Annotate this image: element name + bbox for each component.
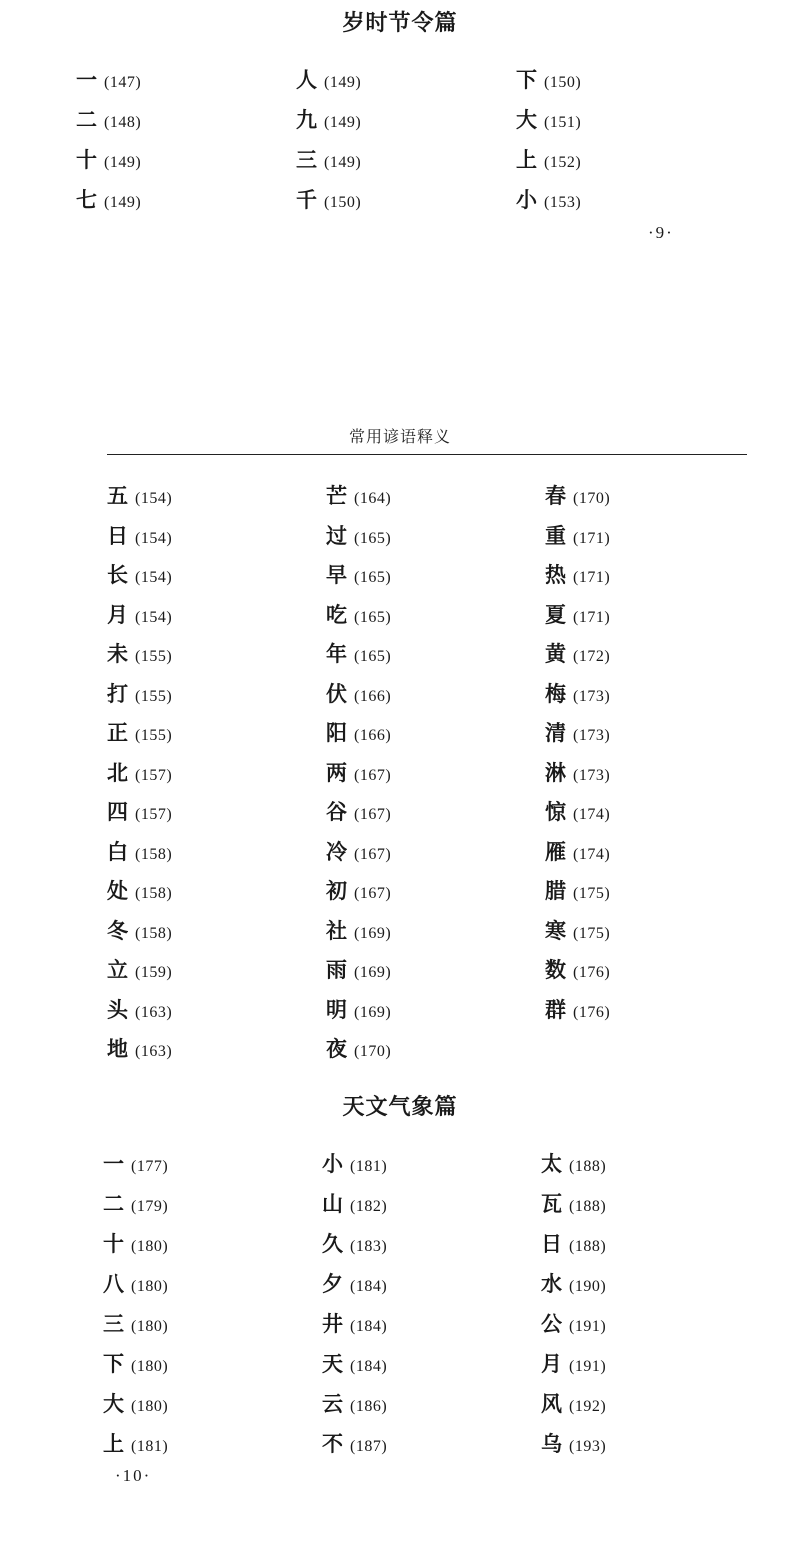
index-entry xyxy=(326,836,545,876)
entry-character: 梅 xyxy=(545,680,566,706)
entry-page-number: (157) xyxy=(135,766,173,784)
entry-page-number: (184) xyxy=(350,1358,388,1375)
index-entry xyxy=(545,915,764,955)
entry-page-number: (187) xyxy=(350,1438,388,1455)
index-entry xyxy=(107,796,326,836)
index-entry xyxy=(103,1348,322,1388)
entry-character: 大 xyxy=(516,107,537,132)
entry-page-number: (149) xyxy=(324,154,362,171)
index-entry xyxy=(107,836,326,876)
page-10 xyxy=(0,420,800,1546)
index-entry xyxy=(326,559,545,599)
entry-character: 夏 xyxy=(545,601,566,627)
index-entry xyxy=(322,1308,541,1348)
entry-page-number: (171) xyxy=(573,569,611,586)
entry-character: 打 xyxy=(107,680,128,706)
entry-character: 一 xyxy=(103,1151,124,1176)
entry-page-number: (170) xyxy=(354,1043,392,1060)
entry-page-number: (169) xyxy=(354,924,392,942)
entry-character: 月 xyxy=(107,601,128,627)
entry-page-number: (173) xyxy=(573,766,611,784)
index-entry xyxy=(541,1348,760,1388)
index-entry xyxy=(545,678,764,718)
index-entry xyxy=(545,599,764,639)
entry-page-number: (186) xyxy=(350,1398,388,1415)
entry-page-number: (166) xyxy=(354,727,392,744)
entry-page-number: (184) xyxy=(350,1318,388,1335)
entry-character: 吃 xyxy=(326,601,347,627)
entry-page-number: (176) xyxy=(573,964,611,981)
index-entry xyxy=(322,1148,541,1188)
entry-character: 长 xyxy=(107,562,128,587)
entry-character: 十 xyxy=(103,1231,124,1256)
index-entry xyxy=(326,717,545,757)
entry-character: 早 xyxy=(326,562,347,587)
section-title-festivals: 岁时节令篇 xyxy=(342,10,458,36)
entry-page-number: (154) xyxy=(135,529,173,547)
entry-character: 过 xyxy=(326,522,347,548)
entry-page-number: (159) xyxy=(135,964,173,981)
entry-page-number: (173) xyxy=(573,727,611,744)
index-entry xyxy=(545,954,764,994)
entry-character: 十 xyxy=(76,147,97,172)
entry-page-number: (188) xyxy=(569,1238,607,1255)
entry-character: 乌 xyxy=(541,1431,562,1456)
entry-page-number: (180) xyxy=(131,1358,169,1375)
entry-page-number: (177) xyxy=(131,1158,169,1175)
index-entry xyxy=(107,559,326,599)
entry-page-number: (184) xyxy=(350,1278,388,1295)
entry-character: 未 xyxy=(107,641,128,666)
index-entry xyxy=(516,144,736,184)
entry-page-number: (155) xyxy=(135,648,173,665)
entry-page-number: (148) xyxy=(104,114,142,131)
header-rule xyxy=(107,454,747,455)
index-entry xyxy=(76,64,296,104)
index-grid-festivals xyxy=(76,64,736,224)
entry-character: 黄 xyxy=(545,641,566,666)
entry-character: 雁 xyxy=(545,838,566,864)
entry-character: 寒 xyxy=(545,917,566,943)
entry-character: 千 xyxy=(296,187,317,212)
index-entry xyxy=(541,1388,760,1428)
index-entry xyxy=(545,480,764,520)
entry-page-number: (149) xyxy=(104,194,142,211)
entry-page-number: (154) xyxy=(135,490,173,507)
page-number: ·10· xyxy=(115,1466,152,1485)
entry-character: 处 xyxy=(107,878,128,903)
entry-character: 太 xyxy=(541,1151,562,1176)
index-entry xyxy=(103,1188,322,1228)
index-entry xyxy=(326,994,545,1034)
entry-page-number: (154) xyxy=(135,569,173,586)
entry-page-number: (167) xyxy=(354,885,392,902)
entry-page-number: (176) xyxy=(573,1003,611,1021)
entry-character: 地 xyxy=(107,1036,128,1061)
index-entry xyxy=(107,638,326,678)
entry-character: 清 xyxy=(545,720,566,745)
index-grid-weather xyxy=(103,1148,760,1468)
entry-page-number: (171) xyxy=(573,608,611,626)
index-entry xyxy=(516,104,736,144)
index-entry xyxy=(326,757,545,797)
entry-character: 瓦 xyxy=(541,1191,562,1216)
entry-page-number: (180) xyxy=(131,1398,169,1415)
entry-character: 风 xyxy=(541,1391,562,1416)
entry-page-number: (181) xyxy=(131,1438,169,1455)
entry-page-number: (182) xyxy=(350,1198,388,1215)
entry-page-number: (150) xyxy=(324,194,362,211)
index-entry xyxy=(107,954,326,994)
entry-page-number: (150) xyxy=(544,74,582,91)
index-entry xyxy=(107,678,326,718)
entry-character: 山 xyxy=(322,1191,343,1216)
index-entry xyxy=(326,599,545,639)
entry-page-number: (190) xyxy=(569,1278,607,1295)
entry-page-number: (166) xyxy=(354,687,392,705)
entry-character: 上 xyxy=(103,1431,124,1456)
index-entry xyxy=(516,64,736,104)
index-entry xyxy=(545,559,764,599)
index-entry xyxy=(322,1228,541,1268)
entry-character: 惊 xyxy=(545,799,566,824)
entry-character: 夜 xyxy=(326,1036,347,1061)
entry-character: 七 xyxy=(76,187,97,212)
index-entry xyxy=(545,638,764,678)
entry-character: 伏 xyxy=(326,680,347,706)
entry-character: 八 xyxy=(103,1271,124,1296)
index-entry xyxy=(545,717,764,757)
index-entry xyxy=(103,1148,322,1188)
entry-page-number: (158) xyxy=(135,924,173,942)
entry-character: 九 xyxy=(296,107,317,132)
entry-character: 月 xyxy=(541,1351,562,1376)
entry-page-number: (188) xyxy=(569,1158,607,1175)
index-entry xyxy=(76,104,296,144)
entry-page-number: (167) xyxy=(354,766,392,784)
entry-character: 上 xyxy=(516,147,537,172)
index-entry xyxy=(326,520,545,560)
index-entry xyxy=(107,757,326,797)
entry-page-number: (181) xyxy=(350,1158,388,1175)
index-entry xyxy=(326,678,545,718)
entry-page-number: (180) xyxy=(131,1238,169,1255)
entry-page-number: (165) xyxy=(354,569,392,586)
entry-page-number: (165) xyxy=(354,608,392,626)
entry-character: 谷 xyxy=(326,799,347,824)
entry-page-number: (154) xyxy=(135,608,173,626)
entry-character: 小 xyxy=(516,187,537,212)
entry-character: 一 xyxy=(76,67,97,92)
index-entry xyxy=(296,104,516,144)
index-entry xyxy=(322,1268,541,1308)
entry-character: 腊 xyxy=(545,878,566,903)
entry-character: 初 xyxy=(326,878,347,903)
entry-page-number: (167) xyxy=(354,806,392,823)
entry-page-number: (169) xyxy=(354,964,392,981)
index-entry xyxy=(107,875,326,915)
entry-character: 北 xyxy=(107,759,128,785)
index-entry xyxy=(107,520,326,560)
running-head: 常用谚语释义 xyxy=(348,427,451,446)
index-entry xyxy=(516,184,736,224)
index-entry xyxy=(107,915,326,955)
index-entry xyxy=(326,915,545,955)
entry-page-number: (165) xyxy=(354,648,392,665)
entry-page-number: (155) xyxy=(135,727,173,744)
entry-character: 冬 xyxy=(107,917,128,943)
entry-page-number: (188) xyxy=(569,1198,607,1215)
entry-character: 热 xyxy=(545,562,566,587)
entry-character: 白 xyxy=(107,838,128,864)
index-entry xyxy=(541,1228,760,1268)
entry-character: 芒 xyxy=(326,483,347,508)
entry-character: 雨 xyxy=(326,957,347,982)
index-entry xyxy=(103,1388,322,1428)
index-entry xyxy=(322,1428,541,1468)
index-entry xyxy=(103,1228,322,1268)
entry-character: 日 xyxy=(541,1231,562,1256)
entry-character: 小 xyxy=(322,1151,343,1176)
entry-character: 四 xyxy=(107,799,128,824)
entry-page-number: (158) xyxy=(135,885,173,902)
entry-character: 阳 xyxy=(326,720,347,745)
entry-character: 五 xyxy=(107,483,128,508)
entry-page-number: (174) xyxy=(573,806,611,823)
entry-character: 久 xyxy=(322,1231,343,1256)
entry-page-number: (164) xyxy=(354,490,392,507)
index-entry xyxy=(545,994,764,1034)
entry-page-number: (153) xyxy=(544,194,582,211)
entry-page-number: (149) xyxy=(324,114,362,131)
entry-page-number: (149) xyxy=(104,154,142,171)
index-entry xyxy=(545,875,764,915)
entry-page-number: (173) xyxy=(573,687,611,705)
index-entry xyxy=(103,1428,322,1468)
entry-page-number: (147) xyxy=(104,74,142,91)
entry-character: 人 xyxy=(296,67,317,92)
entry-page-number: (192) xyxy=(569,1398,607,1415)
page-number: ·9· xyxy=(648,223,674,242)
index-entry xyxy=(107,480,326,520)
index-entry xyxy=(103,1268,322,1308)
entry-page-number: (171) xyxy=(573,529,611,547)
index-entry xyxy=(322,1388,541,1428)
index-entry xyxy=(326,954,545,994)
index-entry xyxy=(541,1268,760,1308)
index-entry xyxy=(107,1033,326,1073)
index-entry xyxy=(545,836,764,876)
entry-page-number: (167) xyxy=(354,845,392,863)
entry-character: 二 xyxy=(76,107,97,132)
entry-page-number: (155) xyxy=(135,687,173,705)
entry-page-number: (169) xyxy=(354,1003,392,1021)
index-entry xyxy=(76,184,296,224)
entry-page-number: (193) xyxy=(569,1438,607,1455)
entry-page-number: (152) xyxy=(544,154,582,171)
entry-page-number: (179) xyxy=(131,1198,169,1215)
entry-character: 社 xyxy=(326,917,347,943)
index-entry xyxy=(322,1188,541,1228)
section-title-weather: 天文气象篇 xyxy=(342,1094,458,1120)
entry-character: 三 xyxy=(296,147,317,172)
index-entry xyxy=(541,1428,760,1468)
entry-character: 日 xyxy=(107,522,128,548)
entry-character: 重 xyxy=(545,522,566,548)
index-entry xyxy=(107,994,326,1034)
entry-character: 年 xyxy=(326,641,347,666)
entry-character: 云 xyxy=(322,1391,343,1416)
entry-page-number: (175) xyxy=(573,885,611,902)
entry-character: 下 xyxy=(516,67,537,92)
entry-page-number: (163) xyxy=(135,1043,173,1060)
index-entry xyxy=(296,184,516,224)
entry-character: 大 xyxy=(103,1391,124,1416)
entry-page-number: (165) xyxy=(354,529,392,547)
index-entry xyxy=(541,1188,760,1228)
entry-page-number: (163) xyxy=(135,1003,173,1021)
entry-page-number: (183) xyxy=(350,1238,388,1255)
entry-page-number: (191) xyxy=(569,1318,607,1335)
entry-character: 不 xyxy=(322,1431,343,1456)
entry-page-number: (172) xyxy=(573,648,611,665)
index-entry xyxy=(326,1033,545,1073)
index-entry xyxy=(103,1308,322,1348)
entry-page-number: (191) xyxy=(569,1358,607,1375)
entry-page-number: (158) xyxy=(135,845,173,863)
entry-page-number: (151) xyxy=(544,114,582,131)
entry-page-number: (180) xyxy=(131,1318,169,1335)
index-grid-proverbs xyxy=(107,480,764,1073)
entry-character: 下 xyxy=(103,1351,124,1376)
page-9-fragment xyxy=(0,0,800,260)
index-entry xyxy=(326,875,545,915)
index-entry xyxy=(545,520,764,560)
index-entry xyxy=(107,599,326,639)
index-entry xyxy=(541,1308,760,1348)
index-entry xyxy=(76,144,296,184)
index-entry xyxy=(322,1348,541,1388)
entry-page-number: (174) xyxy=(573,845,611,863)
index-entry xyxy=(326,638,545,678)
entry-character: 淋 xyxy=(545,759,566,785)
index-entry xyxy=(296,144,516,184)
entry-character: 明 xyxy=(326,996,347,1022)
entry-character: 三 xyxy=(103,1311,124,1336)
index-entry xyxy=(326,796,545,836)
entry-page-number: (170) xyxy=(573,490,611,507)
entry-character: 两 xyxy=(326,759,347,785)
index-entry xyxy=(541,1148,760,1188)
entry-page-number: (157) xyxy=(135,806,173,823)
entry-character: 公 xyxy=(541,1311,562,1336)
entry-character: 冷 xyxy=(326,838,347,864)
entry-character: 夕 xyxy=(322,1271,343,1296)
entry-character: 井 xyxy=(322,1311,343,1336)
index-entry xyxy=(326,480,545,520)
entry-character: 水 xyxy=(541,1271,562,1296)
entry-character: 头 xyxy=(107,996,128,1022)
entry-page-number: (149) xyxy=(324,74,362,91)
entry-character: 数 xyxy=(545,957,566,982)
index-entry xyxy=(545,796,764,836)
entry-character: 群 xyxy=(545,996,566,1022)
entry-page-number: (180) xyxy=(131,1278,169,1295)
entry-character: 春 xyxy=(545,483,566,508)
entry-character: 天 xyxy=(322,1351,343,1376)
entry-character: 二 xyxy=(103,1191,124,1216)
entry-character: 立 xyxy=(107,957,128,982)
index-entry xyxy=(296,64,516,104)
index-entry xyxy=(545,757,764,797)
entry-character: 正 xyxy=(107,720,128,745)
entry-page-number: (175) xyxy=(573,924,611,942)
index-entry xyxy=(107,717,326,757)
